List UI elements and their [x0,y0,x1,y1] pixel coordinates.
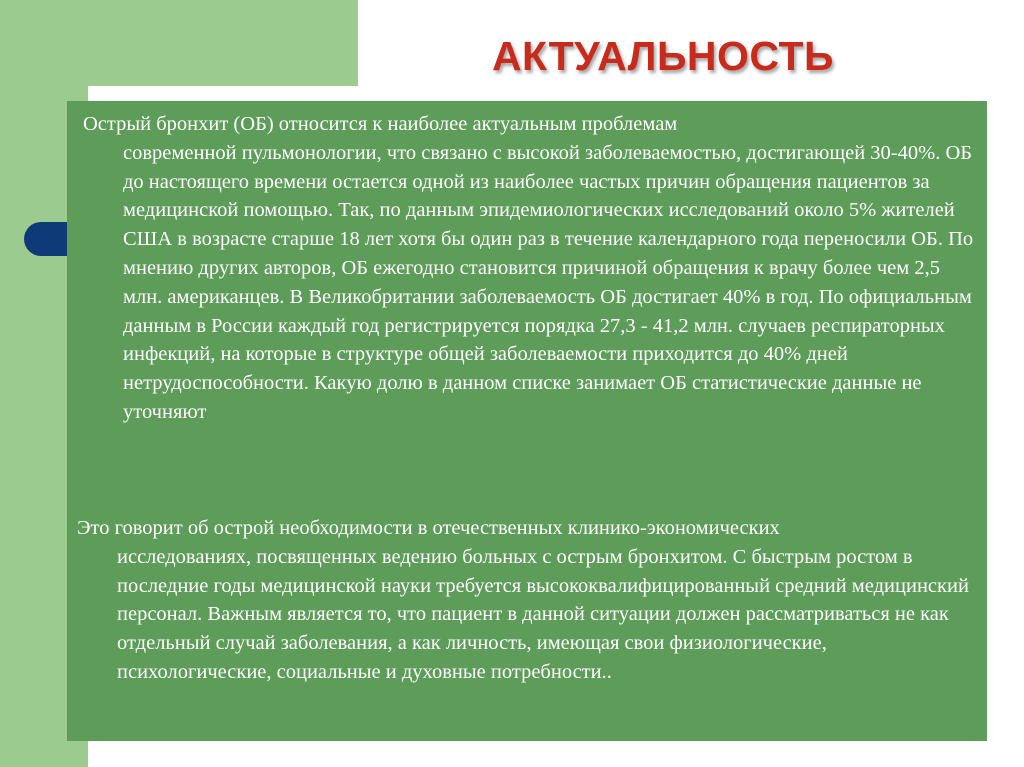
content-box [67,101,987,741]
paragraph-2-body: исследованиях, посвященных ведению больных с острым бронхитом. С быстрым ростом в последние годы медицинской науки требуется высококвалифицированный средний медицинский персонал. Важным является то, что пациент в данной ситуации должен рассматриваться не как отдельный случай заболевания, а как личность, имеющая свои физиологические, психологические, социальные и духовные потребности.. [117,545,969,683]
paragraph-2-first-line: Это говорит об острой необходимости в отечественных клинико-экономических [77,517,780,539]
paragraph-1-body: современной пульмонологии, что связано с высокой заболеваемостью, достигающей 30-40%. ОБ до настоящего времени остается одной из наиболее частых причин обращения пациентов за медицинской помощью. Так, по данным эпидемиологических исследований около 5% жителей США в возрасте старше 18 лет хотя бы один раз в течение календарного года переносили ОБ. По мнению других авторов, ОБ ежегодно становится причиной обращения к врачу более чем 2,5 млн. американцев. В Великобритании заболеваемость ОБ достигает 40% в год. По официальным данным в России каждый год регистрируется порядка 27,3 - 41,2 млн. случаев респираторных инфекций, на которые в структуре общей заболеваемости приходится до 40% дней нетрудоспособности. Какую долю в данном списке занимает ОБ статистические данные не уточняют [123,141,974,423]
slide-title: АКТУАЛЬНОСТЬ [491,33,835,79]
paragraph-conclusion [77,514,977,687]
paragraph-1-first-line: Острый бронхит (ОБ) относится к наиболее актуальным проблемам [83,113,678,135]
decorative-top-band [0,0,358,86]
paragraph-relevance [83,110,978,427]
